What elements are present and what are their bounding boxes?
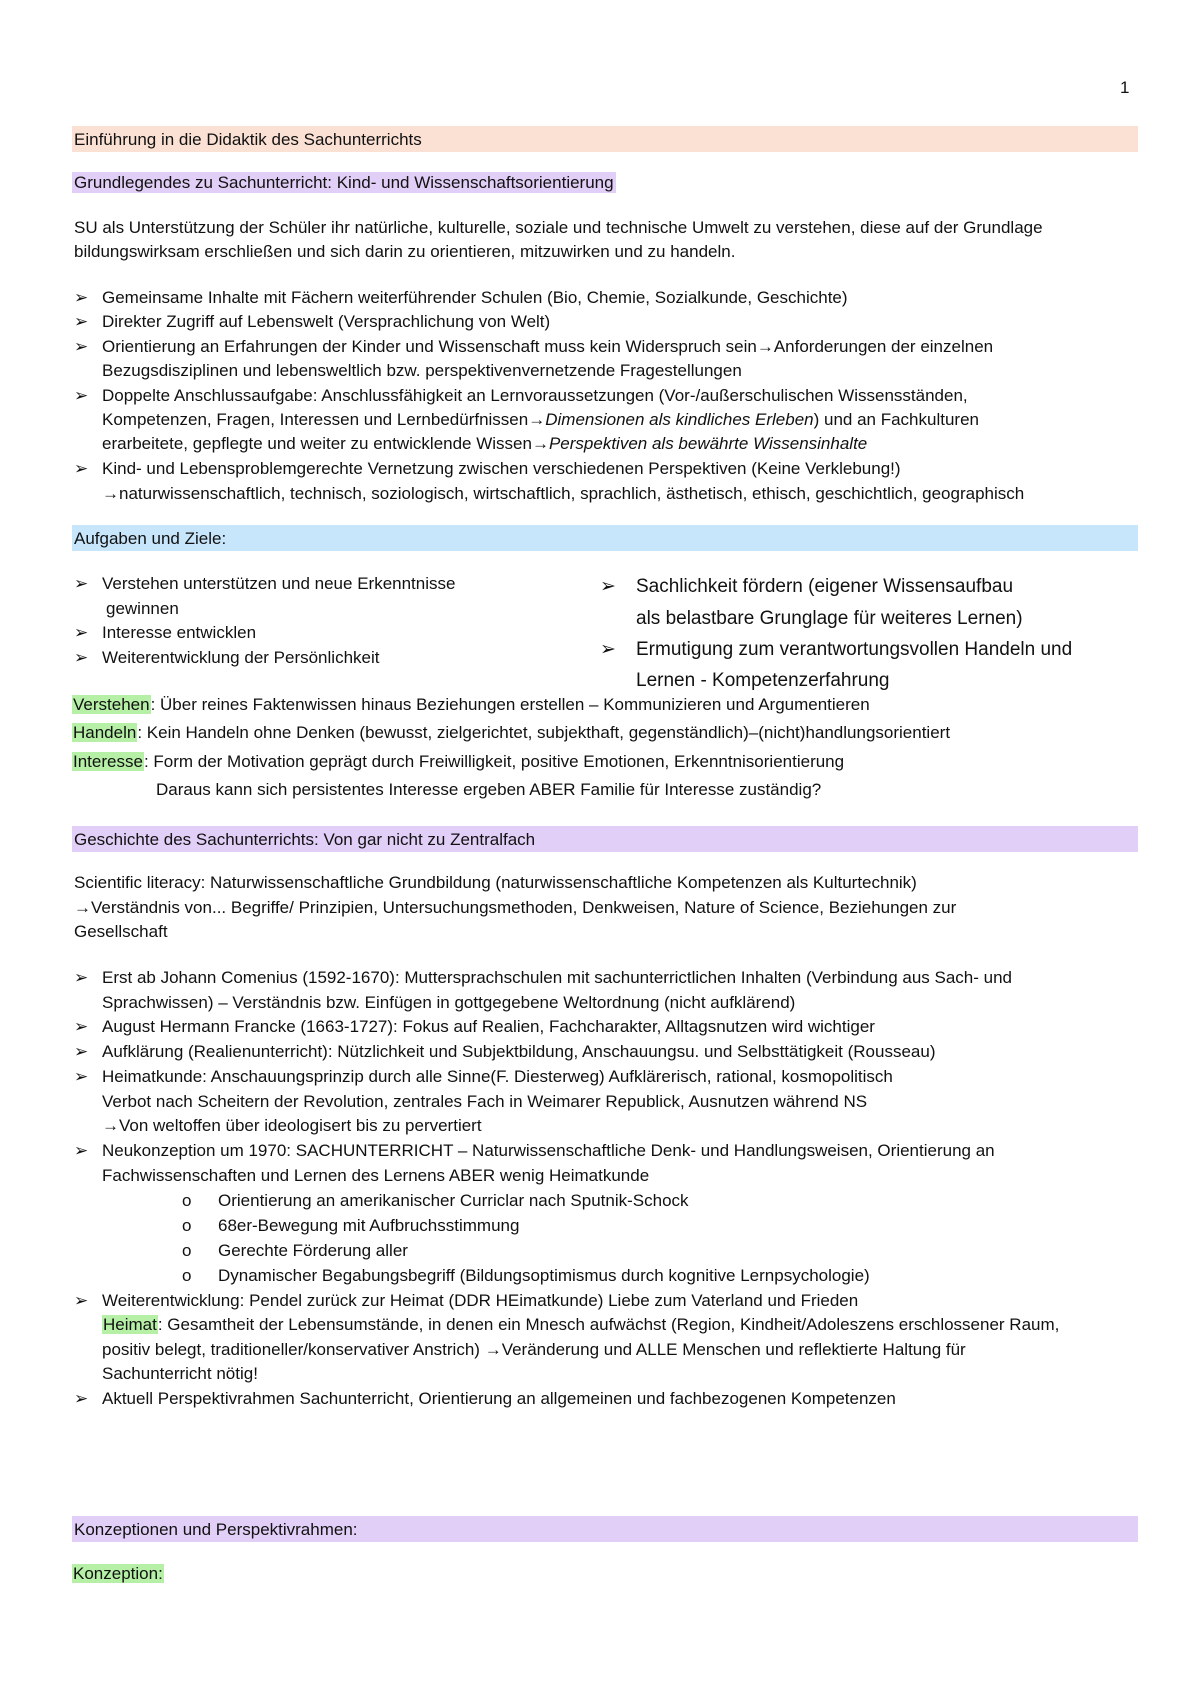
list-item-text: Direkter Zugriff auf Lebenswelt (Versprachlichung von Welt) bbox=[102, 312, 551, 331]
circle-bullet-icon: o bbox=[182, 1266, 192, 1285]
circle-bullet-icon: o bbox=[182, 1216, 192, 1235]
list-item-text: Ermutigung zum verantwortungsvollen Handeln und bbox=[636, 639, 1073, 660]
list-item-continuation: als belastbare Grunglage für weiteres Lernen) bbox=[636, 608, 1023, 629]
definition-text: : Form der Motivation geprägt durch Freiwilligkeit, positive Emotionen, Erkenntnisorientierung bbox=[143, 752, 845, 771]
list-item-continuation: Verbot nach Scheitern der Revolution, zentrales Fach in Weimarer Republick, Ausnutzen während NS bbox=[102, 1092, 868, 1111]
konzeption-label-line bbox=[72, 1562, 164, 1586]
list-item bbox=[74, 1139, 995, 1163]
right-arrow-icon: → bbox=[102, 484, 119, 503]
section2-heading: Aufgaben und Ziele: bbox=[74, 529, 227, 548]
bullet-arrow-icon: ➢ bbox=[74, 337, 89, 356]
bullet-arrow-icon: ➢ bbox=[74, 1291, 89, 1310]
bullet-arrow-icon: ➢ bbox=[74, 623, 89, 642]
bullet-arrow-icon: ➢ bbox=[74, 312, 89, 331]
list-item-text: Anforderungen der einzelnen bbox=[773, 337, 994, 356]
list-item bbox=[74, 621, 256, 645]
list-item bbox=[600, 634, 1072, 666]
bullet-arrow-icon: ➢ bbox=[74, 648, 89, 667]
definition-continuation bbox=[102, 1338, 966, 1362]
list-item-text: Kind- und Lebensproblemgerechte Vernetzung zwischen verschiedenen Perspektiven (Keine Verklebung!) bbox=[102, 459, 901, 478]
list-item bbox=[74, 1015, 875, 1039]
section4-heading: Konzeptionen und Perspektivrahmen: bbox=[74, 1520, 358, 1539]
text-span: Kompetenzen, Fragen, Interessen und Lernbedürfnissen bbox=[102, 410, 529, 429]
section1-heading-text: Grundlegendes zu Sachunterricht: Kind- und Wissenschaftsorientierung bbox=[74, 173, 614, 192]
circle-bullet-icon: o bbox=[182, 1191, 192, 1210]
bullet-arrow-icon: ➢ bbox=[74, 288, 89, 307]
text-span: ) und an Fachkulturen bbox=[813, 410, 979, 429]
bullet-arrow-icon: ➢ bbox=[74, 1067, 89, 1086]
definition-handeln bbox=[72, 721, 950, 745]
bullet-arrow-icon: ➢ bbox=[74, 1141, 89, 1160]
term-label: Verstehen bbox=[73, 695, 150, 714]
sub-list-item bbox=[182, 1214, 519, 1238]
list-item bbox=[74, 1040, 935, 1064]
list-item-text: Erst ab Johann Comenius (1592-1670): Muttersprachschulen mit sachunterrictlichen Inhalten (Verbindung aus Sach- und bbox=[102, 968, 1013, 987]
list-item bbox=[74, 286, 848, 310]
bullet-arrow-icon: ➢ bbox=[600, 639, 616, 660]
definition-interesse bbox=[72, 750, 844, 774]
document-title: Einführung in die Didaktik des Sachunterrichts bbox=[74, 130, 422, 149]
list-item bbox=[600, 571, 1013, 603]
list-item-text: Weiterentwicklung der Persönlichkeit bbox=[102, 648, 380, 667]
right-arrow-icon: → bbox=[74, 898, 91, 917]
text-span: Veränderung und ALLE Menschen und reflektierte Haltung für bbox=[501, 1340, 966, 1359]
definition-heimat bbox=[102, 1313, 1059, 1337]
term-label: Heimat bbox=[103, 1315, 157, 1334]
sub-list-item bbox=[182, 1239, 408, 1263]
sub-list-item-text: Dynamischer Begabungsbegriff (Bildungsoptimismus durch kognitive Lernpsychologie) bbox=[218, 1266, 870, 1285]
bullet-arrow-icon: ➢ bbox=[74, 1042, 89, 1061]
section1-heading bbox=[72, 171, 616, 195]
list-item-continuation: Fachwissenschaften und Lernen des Lernens ABER wenig Heimatkunde bbox=[102, 1166, 650, 1185]
sub-list-item bbox=[182, 1189, 689, 1213]
definition-continuation: Sachunterricht nötig! bbox=[102, 1364, 258, 1383]
section1-intro-line2: bildungswirksam erschließen und sich darin zu orientieren, mitzuwirken und zu handeln. bbox=[74, 242, 736, 261]
list-item-text: Verstehen unterstützen und neue Erkenntnisse bbox=[102, 574, 456, 593]
italic-text: Perspektiven als bewährte Wissensinhalte bbox=[548, 434, 868, 453]
bullet-arrow-icon: ➢ bbox=[74, 386, 89, 405]
term-label: Handeln bbox=[73, 723, 137, 742]
list-item-text: Neukonzeption um 1970: SACHUNTERRICHT – Naturwissenschaftliche Denk- und Handlungsweisen, Orientierung an bbox=[102, 1141, 995, 1160]
bullet-arrow-icon: ➢ bbox=[74, 1017, 89, 1036]
list-item bbox=[74, 335, 993, 359]
paragraph-line: Gesellschaft bbox=[74, 922, 168, 941]
list-item-continuation bbox=[102, 1114, 482, 1138]
list-item-text: Orientierung an Erfahrungen der Kinder und Wissenschaft muss kein Widerspruch sein bbox=[102, 337, 757, 356]
list-item bbox=[74, 457, 901, 481]
definition-verstehen bbox=[72, 693, 870, 717]
list-item-text: Sachlichkeit fördern (eigener Wissensaufbau bbox=[636, 576, 1014, 597]
right-arrow-icon: → bbox=[102, 1116, 119, 1135]
list-item bbox=[74, 966, 1012, 990]
section3-heading: Geschichte des Sachunterrichts: Von gar nicht zu Zentralfach bbox=[74, 830, 536, 849]
list-item bbox=[74, 572, 455, 596]
list-item-text: Doppelte Anschlussaufgabe: Anschlussfähigkeit an Lernvoraussetzungen (Vor-/außerschulischen Wissensständen, bbox=[102, 386, 968, 405]
list-item-continuation: Bezugsdisziplinen und lebensweltlich bzw. perspektivenvernetzende Fragestellungen bbox=[102, 361, 742, 380]
list-item-text: Heimatkunde: Anschauungsprinzip durch alle Sinne(F. Diesterweg) Aufklärerisch, rational, kosmopolitisch bbox=[102, 1067, 893, 1086]
list-item-text: Aktuell Perspektivrahmen Sachunterricht, Orientierung an allgemeinen und fachbezogenen Kompetenzen bbox=[102, 1389, 896, 1408]
list-item-text: Aufklärung (Realienunterricht): Nützlichkeit und Subjektbildung, Anschauungsu. und Selbsttätigkeit (Rousseau) bbox=[102, 1042, 936, 1061]
definition-continuation: Daraus kann sich persistentes Interesse ergeben ABER Familie für Interesse zuständig? bbox=[156, 780, 822, 799]
right-arrow-icon: → bbox=[528, 410, 546, 429]
paragraph-line: Scientific literacy: Naturwissenschaftliche Grundbildung (naturwissenschaftliche Kompetenzen als Kulturtechnik) bbox=[74, 873, 917, 892]
right-arrow-icon: → bbox=[756, 337, 774, 356]
bullet-arrow-icon: ➢ bbox=[74, 968, 89, 987]
italic-text: Dimensionen als kindliches Erleben bbox=[545, 410, 814, 429]
sub-list-item-text: Gerechte Förderung aller bbox=[218, 1241, 408, 1260]
list-item bbox=[74, 310, 550, 334]
bullet-arrow-icon: ➢ bbox=[74, 1389, 89, 1408]
list-item-continuation: gewinnen bbox=[106, 599, 179, 618]
text-span: positiv belegt, traditioneller/konservativer Anstrich) bbox=[102, 1340, 480, 1359]
list-item bbox=[74, 1387, 896, 1411]
bullet-arrow-icon: ➢ bbox=[74, 459, 89, 478]
list-item-text: Weiterentwicklung: Pendel zurück zur Heimat (DDR HEimatkunde) Liebe zum Vaterland und Frieden bbox=[102, 1291, 859, 1310]
right-arrow-icon: → bbox=[484, 1340, 502, 1359]
definition-text: : Kein Handeln ohne Denken (bewusst, zielgerichtet, subjekthaft, gegenständlich)–(nicht)handlungsorientiert bbox=[137, 723, 951, 742]
list-item-continuation bbox=[102, 482, 1024, 506]
list-item-continuation bbox=[102, 408, 979, 432]
section2-band bbox=[72, 525, 1138, 551]
list-item-continuation bbox=[102, 432, 867, 456]
list-item bbox=[74, 646, 379, 670]
text-span: Von weltoffen über ideologisert bis zu pervertiert bbox=[119, 1116, 482, 1135]
sub-list-item-text: Orientierung an amerikanischer Curriclar nach Sputnik-Schock bbox=[218, 1191, 689, 1210]
bullet-arrow-icon: ➢ bbox=[74, 574, 89, 593]
paragraph-line bbox=[74, 896, 956, 920]
list-item bbox=[74, 384, 968, 408]
text-span: naturwissenschaftlich, technisch, soziologisch, wirtschaftlich, sprachlich, ästhetisch, ethisch, geschichtlich, geographisch bbox=[119, 484, 1025, 503]
term-label: Interesse bbox=[73, 752, 143, 771]
circle-bullet-icon: o bbox=[182, 1241, 192, 1260]
page-number: 1 bbox=[1120, 78, 1130, 97]
sub-list-item bbox=[182, 1264, 870, 1288]
bullet-arrow-icon: ➢ bbox=[600, 576, 616, 597]
list-item-text: Gemeinsame Inhalte mit Fächern weiterführender Schulen (Bio, Chemie, Sozialkunde, Geschichte) bbox=[102, 288, 848, 307]
list-item-text: Interesse entwicklen bbox=[102, 623, 257, 642]
section1-intro-line1: SU als Unterstützung der Schüler ihr natürliche, kulturelle, soziale und technische Umwelt zu verstehen, diese auf der Grundlage bbox=[74, 218, 1043, 237]
definition-text: : Über reines Faktenwissen hinaus Beziehungen erstellen – Kommunizieren und Argumentieren bbox=[150, 695, 870, 714]
list-item-continuation: Lernen - Kompetenzerfahrung bbox=[636, 670, 890, 691]
text-span: Verständnis von... Begriffe/ Prinzipien, Untersuchungsmethoden, Denkweisen, Nature of Science, Beziehungen zur bbox=[91, 898, 957, 917]
term-label: Konzeption: bbox=[73, 1564, 163, 1583]
sub-list-item-text: 68er-Bewegung mit Aufbruchsstimmung bbox=[218, 1216, 520, 1235]
list-item bbox=[74, 1289, 858, 1313]
list-item-text: August Hermann Francke (1663-1727): Fokus auf Realien, Fachcharakter, Alltagsnutzen wird wichtiger bbox=[102, 1017, 875, 1036]
definition-text: : Gesamtheit der Lebensumstände, in denen ein Mnesch aufwächst (Region, Kindheit/Adoleszens erschlossener Raum, bbox=[157, 1315, 1060, 1334]
right-arrow-icon: → bbox=[531, 434, 549, 453]
list-item-continuation: Sprachwissen) – Verständnis bzw. Einfügen in gottgegebene Weltordnung (nicht aufklärend) bbox=[102, 993, 796, 1012]
list-item bbox=[74, 1065, 893, 1089]
text-span: erarbeitete, gepflegte und weiter zu entwicklende Wissen bbox=[102, 434, 532, 453]
